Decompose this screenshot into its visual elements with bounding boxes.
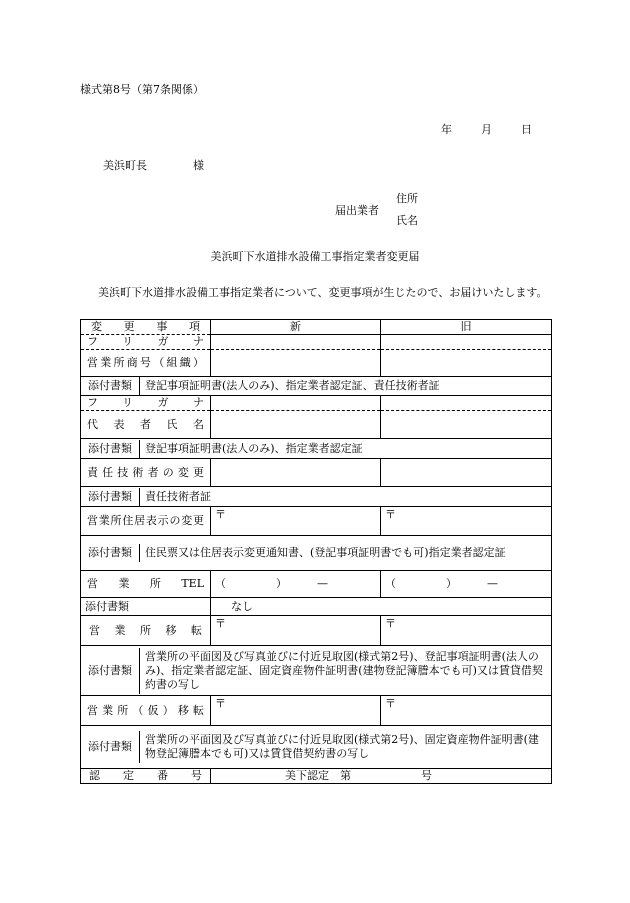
attach-text-5: なし [211, 598, 552, 616]
honorific: 様 [193, 159, 204, 172]
cert-label: 認定番号 [81, 769, 211, 784]
move-old[interactable]: 〒 [381, 616, 552, 646]
chief-change-old[interactable] [381, 459, 552, 487]
cert-row [81, 769, 552, 784]
move-label: 営業所移転 [81, 616, 211, 646]
attach-text-3: 責任技術者証 [145, 489, 211, 503]
header-old: 旧 [381, 320, 552, 335]
shop-name-old[interactable] [381, 350, 552, 377]
move-new[interactable]: 〒 [211, 616, 381, 646]
applicant-address-label: 住所 [396, 192, 418, 205]
header-item: 変更事項 [81, 320, 211, 335]
addressee [103, 157, 204, 173]
attach-row-1 [81, 377, 552, 396]
attach-label-3: 添付書類 [81, 488, 140, 506]
temp-move-row [81, 696, 552, 726]
rep-name-row [81, 411, 552, 439]
furigana-old-2[interactable] [381, 396, 552, 411]
attach-row-6 [81, 646, 552, 696]
tel-row [81, 571, 552, 598]
furigana-label-2: フリガナ [81, 396, 211, 411]
chief-change-label: 責任技術者の変更 [81, 459, 211, 487]
intro-text: 美浜町下水道排水設備工事指定業者について、変更事項が生じたので、お届けいたします。 [98, 286, 548, 299]
temp-move-new[interactable]: 〒 [211, 696, 381, 726]
furigana-new[interactable] [211, 335, 381, 350]
change-form-table [80, 319, 552, 784]
tel-new[interactable]: （ ） — [211, 571, 381, 598]
attach-text-1: 登記事項証明書(法人のみ)、指定業者認定証、責任技術者証 [145, 379, 440, 392]
attach-label-6: 添付書類 [81, 648, 140, 694]
rep-name-old[interactable] [381, 411, 552, 439]
temp-move-label: 営業所（仮）移転 [81, 696, 211, 726]
attach-row-3 [81, 487, 552, 507]
header-new: 新 [211, 320, 381, 335]
move-row [81, 616, 552, 646]
shop-name-row [81, 350, 552, 377]
addressee-name: 美浜町長 [103, 159, 147, 172]
rep-name-new[interactable] [211, 411, 381, 439]
address-change-old[interactable]: 〒 [381, 507, 552, 536]
applicant-label: 届出業者 [335, 204, 379, 217]
attach-row-2 [81, 439, 552, 459]
address-change-label: 営業所住居表示の変更 [81, 507, 211, 536]
tel-old[interactable]: （ ） — [381, 571, 552, 598]
attach-text-4: 住民票又は住居表示変更通知書、(登記事項証明書でも可)指定業者認定証 [145, 546, 506, 559]
attach-text-2: 登記事項証明書(法人のみ)、指定業者認定証 [145, 441, 363, 455]
address-change-new[interactable]: 〒 [211, 507, 381, 536]
furigana-old[interactable] [381, 335, 552, 350]
date-day: 日 [521, 123, 532, 136]
attach-row-4 [81, 536, 552, 571]
attach-text-7: 営業所の平面図及び写真並びに付近見取図(様式第2号)、固定資産物件証明書(建物登記簿謄本でも可)又は賃貸借契約書の写し [145, 733, 539, 760]
document-title: 美浜町下水道排水設備工事指定業者変更届 [210, 250, 420, 263]
furigana-label: フリガナ [81, 335, 211, 350]
attach-row-7 [81, 726, 552, 769]
shop-name-new[interactable] [211, 350, 381, 377]
furigana-row-1 [81, 335, 552, 350]
cert-value[interactable] [211, 769, 552, 784]
date-month: 月 [481, 123, 492, 136]
table-header-row [81, 320, 552, 335]
rep-name-label: 代表者氏名 [81, 411, 211, 439]
cert-prefix: 美下認定 第 [285, 769, 351, 782]
furigana-new-2[interactable] [211, 396, 381, 411]
attach-label-2: 添付書類 [81, 440, 140, 458]
shop-name-label: 営業所商号（組織） [81, 350, 211, 377]
applicant-name-label: 氏名 [396, 214, 418, 227]
tel-label: 営業所TEL [81, 571, 211, 598]
attach-row-5 [81, 598, 552, 616]
attach-label-4: 添付書類 [81, 544, 140, 562]
furigana-row-2 [81, 396, 552, 411]
chief-change-new[interactable] [211, 459, 381, 487]
address-change-row [81, 507, 552, 536]
attach-label-5: 添付書類 [81, 598, 211, 616]
date-line [441, 121, 532, 137]
temp-move-old[interactable]: 〒 [381, 696, 552, 726]
date-year: 年 [441, 123, 452, 136]
attach-label-7: 添付書類 [81, 731, 140, 763]
cert-suffix: 号 [421, 769, 432, 782]
form-number: 様式第8号（第7条関係） [80, 83, 204, 96]
chief-change-row [81, 459, 552, 487]
attach-text-6: 営業所の平面図及び写真並びに付近見取図(様式第2号)、登記事項証明書(法人のみ)、指定業者認定証、固定資産物件証明書(建物登記簿謄本でも可)又は賃貸借契約書の写し [145, 649, 543, 691]
attach-label-1: 添付書類 [81, 377, 140, 395]
